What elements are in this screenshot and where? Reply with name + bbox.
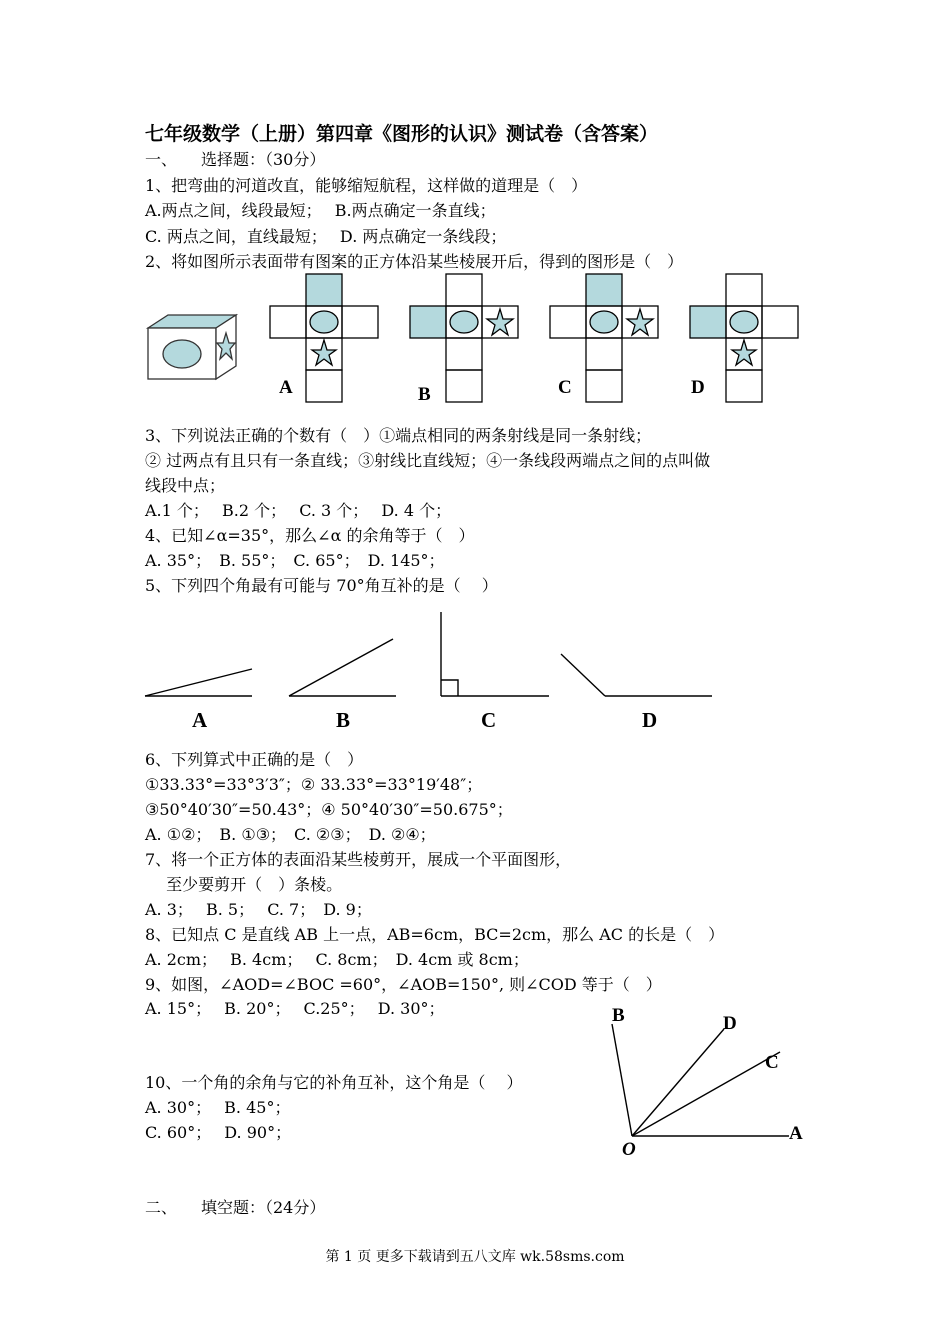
page-title: 七年级数学（上册）第四章《图形的认识》测试卷（含答案）	[145, 123, 659, 145]
question-1-options-cd: C. 两点之间，直线最短； D. 两点确定一条线段；	[145, 227, 507, 246]
question-5: 5、下列四个角最有可能与 70°角互补的是（ ）	[145, 576, 498, 595]
question-3-line2: ② 过两点有且只有一条直线；③射线比直线短；④一条线段两端点之间的点叫做	[145, 451, 711, 470]
question-6-options: A. ①②； B. ①③； C. ②③； D. ②④；	[145, 825, 436, 844]
question-3-line3: 线段中点；	[145, 476, 226, 495]
question-10: 10、一个角的余角与它的补角互补，这个角是（ ）	[145, 1073, 523, 1092]
q9-figure	[612, 1024, 789, 1136]
section-1-heading: 一、 选择题：（30分）	[145, 150, 326, 169]
net-b	[410, 274, 518, 402]
net-b-label: B	[418, 384, 431, 405]
question-9: 9、如图，∠AOD=∠BOC =60°，∠AOB=150°, 则∠COD 等于（ ）	[145, 975, 662, 994]
q9-label-o: O	[622, 1139, 636, 1160]
section-2-heading: 二、 填空题：（24分）	[145, 1198, 326, 1217]
question-2: 2、将如图所示表面带有图案的正方体沿某些棱展开后，得到的图形是（ ）	[145, 252, 684, 271]
q5-label-d: D	[642, 708, 658, 732]
cube-figure	[148, 315, 236, 379]
question-3-options: A.1 个； B.2 个； C. 3 个； D. 4 个；	[145, 501, 452, 520]
question-1-options-ab: A.两点之间，线段最短； B.两点确定一条直线；	[145, 201, 496, 220]
question-10-options-ab: A. 30°； B. 45°；	[145, 1098, 291, 1117]
question-8: 8、已知点 C 是直线 AB 上一点，AB=6cm，BC=2cm，那么 AC 的长是（ ）	[145, 925, 725, 944]
q5-angles	[145, 612, 712, 696]
net-c-label: C	[558, 377, 572, 398]
question-4: 4、已知∠α=35°，那么∠α 的余角等于（ ）	[145, 526, 475, 545]
q9-label-b: B	[612, 1005, 625, 1026]
question-4-options: A. 35°； B. 55°； C. 65°； D. 145°；	[145, 551, 445, 570]
question-7-line2: 至少要剪开（ ）条棱。	[145, 875, 343, 894]
page-footer: 第 1 页 更多下载请到五八文库 wk.58sms.com	[325, 1249, 625, 1265]
q9-label-a: A	[789, 1123, 803, 1144]
question-6-line2: ①33.33°=33°3′3″；② 33.33°=33°19′48″；	[145, 775, 483, 794]
question-10-options-cd: C. 60°； D. 90°；	[145, 1123, 292, 1142]
question-7-options: A. 3； B. 5； C. 7； D. 9；	[145, 900, 372, 919]
question-6-line3: ③50°40′30″=50.43°；④ 50°40′30″=50.675°；	[145, 800, 513, 819]
q5-label-c: C	[481, 708, 497, 732]
q9-label-c: C	[765, 1052, 779, 1073]
q9-label-d: D	[723, 1013, 737, 1034]
net-d	[690, 274, 798, 402]
question-3: 3、下列说法正确的个数有（ ）①端点相同的两条射线是同一条射线；	[145, 426, 652, 445]
q5-label-a: A	[192, 708, 208, 732]
q5-label-b: B	[336, 708, 351, 732]
question-8-options: A. 2cm； B. 4cm； C. 8cm； D. 4cm 或 8cm；	[145, 950, 529, 969]
question-7: 7、将一个正方体的表面沿某些棱剪开，展成一个平面图形，	[145, 850, 572, 869]
question-6: 6、下列算式中正确的是（ ）	[145, 750, 364, 769]
net-d-label: D	[691, 377, 705, 398]
question-9-options: A. 15°； B. 20°； C.25°； D. 30°；	[145, 999, 445, 1018]
net-a-label: A	[279, 377, 293, 398]
question-1: 1、把弯曲的河道改直，能够缩短航程，这样做的道理是（ ）	[145, 176, 588, 195]
